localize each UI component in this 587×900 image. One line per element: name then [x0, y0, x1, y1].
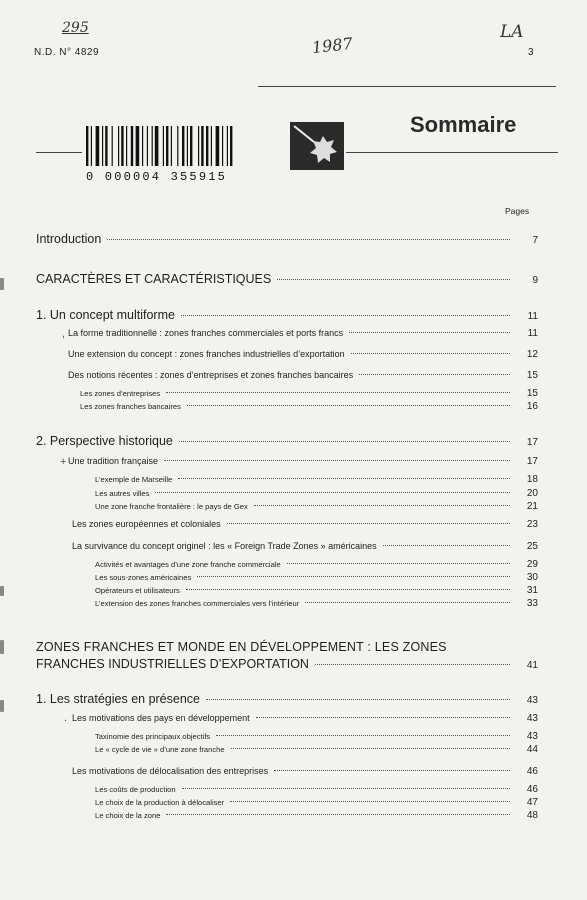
barcode-bar — [230, 126, 232, 166]
toc-label: Une tradition française — [68, 456, 159, 466]
barcode-bar — [112, 126, 113, 166]
leader-dots — [351, 353, 510, 354]
toc-entry-2-1-c[interactable] — [95, 501, 538, 512]
leader-dots — [349, 332, 510, 333]
toc-page: 20 — [526, 488, 538, 499]
leader-dots — [164, 460, 510, 461]
leader-dots — [179, 441, 510, 442]
toc-entry-introduction[interactable] — [36, 232, 538, 246]
toc-entry-2-3-b[interactable] — [95, 572, 538, 583]
toc-label: CARACTÈRES ET CARACTÉRISTIQUES — [36, 272, 272, 286]
barcode-bar — [102, 126, 103, 166]
stamp-emblem-icon — [290, 122, 344, 170]
toc-entry-1-3-b[interactable] — [80, 401, 538, 412]
toc-label: Taxinomie des principaux objectifs — [95, 732, 211, 741]
toc-page: 18 — [526, 474, 538, 485]
barcode-bar — [187, 126, 188, 166]
leader-dots — [359, 374, 510, 375]
barcode-bar — [206, 126, 208, 166]
document-number: N.D. N° 4829 — [34, 47, 100, 58]
toc-label: Activités et avantages d’une zone franche commerciale — [95, 560, 281, 569]
toc-label: Les motivations de délocalisation des entreprises — [72, 766, 269, 776]
toc-label: Le « cycle de vie » d’une zone franche — [95, 745, 225, 754]
toc-entry-p2-1-2-a[interactable] — [95, 784, 538, 795]
pencil-mark: . — [64, 712, 68, 724]
page-title: Sommaire — [410, 112, 517, 137]
leader-dots — [206, 699, 510, 700]
page-number: 3 — [528, 47, 534, 58]
toc-entry-p2-1-1[interactable] — [72, 713, 538, 724]
leader-dots — [186, 589, 510, 590]
leader-dots — [231, 748, 510, 749]
leader-dots — [254, 505, 510, 506]
barcode-bar — [222, 126, 223, 166]
toc-label: 1. Un concept multiforme — [36, 308, 175, 322]
leader-dots — [305, 602, 510, 603]
toc-label: Les motivations des pays en développement — [72, 713, 250, 723]
toc-page: 21 — [526, 501, 538, 512]
toc-page: 33 — [526, 598, 538, 609]
header-rule — [258, 86, 556, 87]
barcode-digits: 0 000004 355915 — [86, 170, 228, 184]
toc-page: 15 — [526, 388, 538, 399]
toc-label: FRANCHES INDUSTRIELLES D’EXPORTATION — [36, 657, 309, 671]
leader-dots — [181, 315, 510, 316]
toc-entry-2-3-d[interactable] — [95, 598, 538, 609]
leader-dots — [216, 735, 510, 736]
library-stamp — [290, 122, 344, 170]
toc-entry-section-1[interactable] — [36, 308, 538, 322]
toc-entry-1-2[interactable] — [68, 349, 538, 360]
leader-dots — [383, 545, 510, 546]
barcode-bar — [126, 126, 127, 166]
barcode-bar — [105, 126, 107, 166]
toc-entry-p2-1-2-b[interactable] — [95, 797, 538, 808]
toc-label: La survivance du concept originel : les « Foreign Trade Zones » américaines — [72, 541, 377, 551]
toc-page: 41 — [526, 660, 538, 671]
barcode-bar — [171, 126, 172, 166]
toc-page: 29 — [526, 559, 538, 570]
leader-dots — [166, 392, 510, 393]
toc-entry-p2-1-2-c[interactable] — [95, 810, 538, 821]
toc-label: 2. Perspective historique — [36, 434, 173, 448]
toc-entry-p2-1-1-a[interactable] — [95, 731, 538, 742]
leader-dots — [256, 717, 510, 718]
barcode-bar — [121, 126, 123, 166]
barcode-bar — [201, 126, 203, 166]
leader-dots — [166, 814, 510, 815]
barcode-bar — [136, 126, 140, 166]
toc-page: 17 — [526, 437, 538, 448]
toc-label: Les coûts de production — [95, 785, 176, 794]
toc-page: 43 — [526, 695, 538, 706]
leader-dots — [107, 239, 510, 240]
barcode-bar — [227, 126, 228, 166]
barcode — [80, 124, 290, 184]
leader-dots — [182, 788, 510, 789]
toc-entry-2-3[interactable] — [72, 541, 538, 552]
toc-label: 1. Les stratégies en présence — [36, 692, 200, 706]
barcode-bar — [166, 126, 168, 166]
toc-entry-1-3[interactable] — [68, 370, 538, 381]
barcode-bar — [152, 126, 153, 166]
barcode-bar — [190, 126, 192, 166]
toc-label: Une zone franche frontalière : le pays de Gex — [95, 502, 248, 511]
toc-label: Les zones d’entreprises — [80, 389, 161, 398]
toc-page: 12 — [526, 349, 538, 360]
barcode-bar — [147, 126, 148, 166]
toc-label: Les zones européennes et coloniales — [72, 519, 221, 529]
barcode-bar — [86, 126, 88, 166]
toc-entry-p2-1-1-b[interactable] — [95, 744, 538, 755]
handwritten-year: 1987 — [311, 33, 354, 58]
toc-label: Les zones franches bancaires — [80, 402, 181, 411]
toc-entry-section-2[interactable] — [36, 434, 538, 448]
barcode-bar — [177, 126, 178, 166]
barcode-bar — [118, 126, 119, 166]
leader-dots — [227, 523, 510, 524]
barcode-bar — [216, 126, 220, 166]
leader-dots — [178, 478, 510, 479]
barcode-bar — [131, 126, 133, 166]
handwritten-initials: LA — [500, 22, 524, 42]
scan-edge-mark — [0, 278, 4, 290]
toc-page: 46 — [526, 766, 538, 777]
toc-page: 9 — [532, 275, 538, 286]
leader-dots — [315, 664, 510, 665]
toc-entry-1-1[interactable] — [68, 328, 538, 339]
barcode-bar — [155, 126, 159, 166]
leader-dots — [230, 801, 510, 802]
toc-page: 7 — [532, 235, 538, 246]
toc-page: 44 — [526, 744, 538, 755]
leader-dots — [277, 279, 510, 280]
toc-page: 16 — [526, 401, 538, 412]
toc-entry-2-1-a[interactable] — [95, 474, 538, 485]
toc-label: Introduction — [36, 232, 102, 246]
toc-label: Opérateurs et utilisateurs — [95, 586, 180, 595]
toc-entry-2-3-a[interactable] — [95, 559, 538, 570]
pencil-mark: , — [62, 328, 66, 340]
toc-entry-p2-1-2[interactable] — [72, 766, 538, 777]
toc-page: 11 — [527, 311, 538, 322]
toc-page: 30 — [526, 572, 538, 583]
toc-entry-part1[interactable] — [36, 272, 538, 286]
leader-dots — [274, 770, 510, 771]
toc-label: Les sous-zones américaines — [95, 573, 192, 582]
leader-dots — [187, 405, 510, 406]
toc-entry-2-1[interactable] — [68, 456, 538, 467]
toc-page: 46 — [526, 784, 538, 795]
scan-edge-mark — [0, 700, 4, 712]
leader-dots — [287, 563, 510, 564]
handwritten-number: 295 — [62, 20, 89, 36]
title-rule-left — [36, 152, 82, 153]
toc-entry-1-3-a[interactable] — [80, 388, 538, 399]
toc-page: 15 — [526, 370, 538, 381]
toc-page: 17 — [526, 456, 538, 467]
pencil-mark: + — [60, 456, 67, 468]
toc-page: 31 — [526, 585, 538, 596]
leader-dots — [155, 492, 510, 493]
toc-label: L’extension des zones franches commerciales vers l’intérieur — [95, 599, 300, 608]
toc-page: 11 — [527, 328, 538, 339]
toc-label: L’exemple de Marseille — [95, 475, 173, 484]
barcode-bar — [163, 126, 164, 166]
toc-page: 43 — [526, 731, 538, 742]
barcode-bar — [198, 126, 199, 166]
toc-entry-2-2[interactable] — [72, 519, 538, 530]
barcode-bar — [142, 126, 143, 166]
barcode-bar — [182, 126, 184, 166]
barcode-bars — [80, 124, 290, 184]
toc-entry-2-1-b[interactable] — [95, 488, 538, 499]
toc-label: Le choix de la production à délocaliser — [95, 798, 225, 807]
toc-part2-heading[interactable]: ZONES FRANCHES ET MONDE EN DÉVELOPPEMENT : LES ZONES — [36, 640, 447, 654]
toc-entry-part2[interactable] — [36, 657, 538, 671]
scan-edge-mark — [0, 640, 4, 654]
barcode-bar — [211, 126, 212, 166]
toc-entry-2-3-c[interactable] — [95, 585, 538, 596]
leader-dots — [197, 576, 510, 577]
scan-edge-mark — [0, 586, 4, 596]
toc-entry-p2-section-1[interactable] — [36, 692, 538, 706]
pages-column-label: Pages — [505, 206, 530, 216]
toc-label: La forme traditionnelle : zones franches commerciales et ports francs — [68, 328, 344, 338]
toc-page: 43 — [526, 713, 538, 724]
toc-label: Le choix de la zone — [95, 811, 161, 820]
toc-page: 23 — [526, 519, 538, 530]
toc-label: Des notions récentes : zones d’entreprises et zones franches bancaires — [68, 370, 354, 380]
toc-label: Les autres villes — [95, 489, 150, 498]
barcode-bar — [96, 126, 100, 166]
title-rule-right — [346, 152, 558, 153]
barcode-bar — [91, 126, 92, 166]
toc-page: 47 — [526, 797, 538, 808]
toc-label: Une extension du concept : zones franches industrielles d’exportation — [68, 349, 345, 359]
toc-page: 25 — [526, 541, 538, 552]
toc-page: 48 — [526, 810, 538, 821]
